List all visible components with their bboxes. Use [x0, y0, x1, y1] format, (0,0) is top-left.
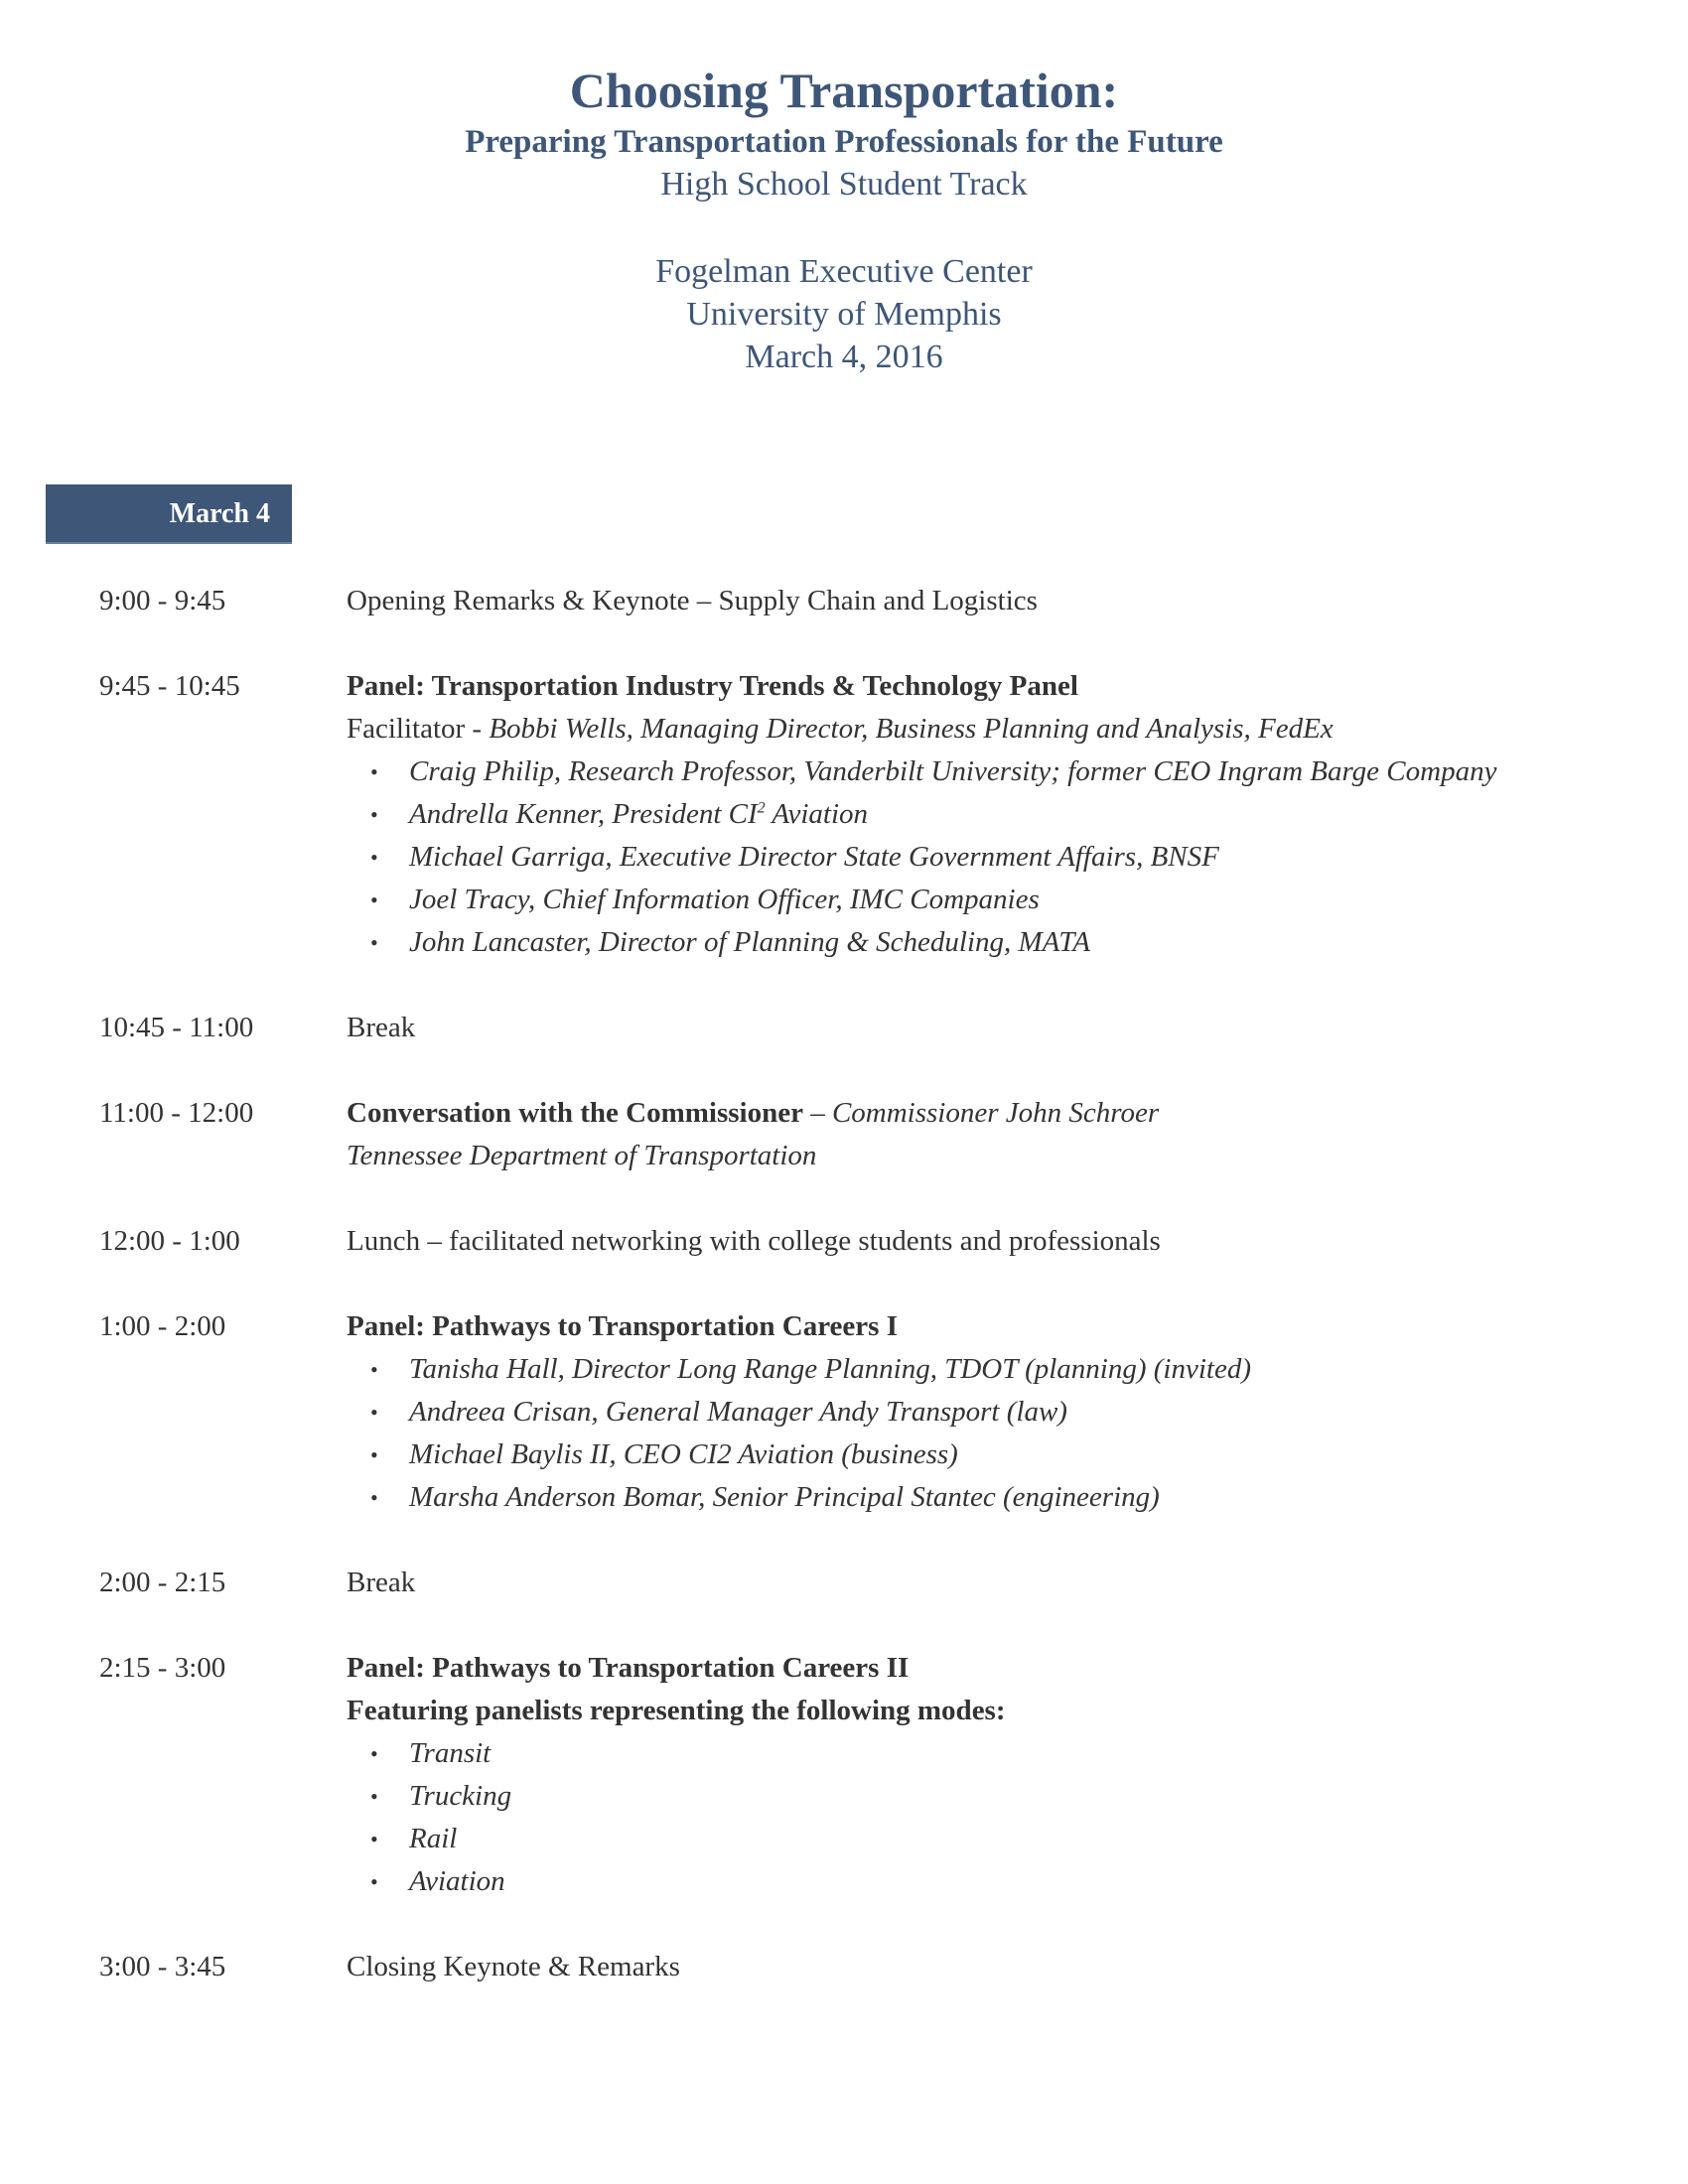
- venue-block: [0, 250, 1688, 378]
- bullet-icon: •: [370, 1869, 378, 1894]
- facilitator-line: [347, 708, 1637, 751]
- document-header: [0, 60, 1688, 378]
- document-title: Choosing Transportation:: [569, 63, 1119, 118]
- bullet-icon: •: [370, 1442, 378, 1467]
- session-content: [347, 1305, 1637, 1519]
- bullet-icon: •: [370, 930, 378, 955]
- schedule-row: [0, 1220, 1688, 1263]
- day-tab: March 4: [46, 484, 292, 544]
- schedule-row: [0, 1647, 1688, 1903]
- university-name: University of Memphis: [686, 296, 1002, 333]
- schedule-list: [0, 580, 1688, 2031]
- event-date: March 4, 2016: [745, 339, 943, 375]
- session-text: Break: [347, 1012, 416, 1043]
- superscript: 2: [757, 799, 766, 817]
- session-content: [347, 665, 1637, 964]
- bullet-icon: •: [370, 1357, 378, 1382]
- session-title: Conversation with the Commissioner: [347, 1097, 803, 1129]
- list-item: • Andreea Crisan, General Manager Andy Transport (law): [347, 1391, 1637, 1433]
- track-name: High School Student Track: [660, 166, 1028, 203]
- bullet-icon: •: [370, 759, 378, 784]
- panelist-list: [347, 1348, 1637, 1519]
- bullet-icon: •: [370, 1784, 378, 1809]
- session-text: Closing Keynote & Remarks: [347, 1951, 680, 1982]
- schedule-row: [0, 1007, 1688, 1049]
- bullet-icon: •: [370, 1400, 378, 1425]
- time-slot: 12:00 - 1:00: [99, 1225, 240, 1257]
- modes-list: [347, 1732, 1637, 1903]
- bullet-icon: •: [370, 845, 378, 870]
- schedule-row: [0, 665, 1688, 964]
- list-item: • Marsha Anderson Bomar, Senior Principal Stantec (engineering): [347, 1476, 1637, 1519]
- list-item: • John Lancaster, Director of Planning & Scheduling, MATA: [347, 921, 1637, 964]
- list-item: • Joel Tracy, Chief Information Officer, IMC Companies: [347, 879, 1637, 921]
- list-item: • Rail: [347, 1818, 1637, 1860]
- bullet-icon: •: [370, 1485, 378, 1510]
- bullet-icon: •: [370, 1741, 378, 1766]
- panelist-list: [347, 751, 1637, 964]
- time-slot: 11:00 - 12:00: [99, 1097, 254, 1129]
- session-text: Opening Remarks & Keynote – Supply Chain and Logistics: [347, 585, 1038, 616]
- facilitator-name: Bobbi Wells, Managing Director, Business Planning and Analysis, FedEx: [489, 713, 1334, 745]
- list-item: • Tanisha Hall, Director Long Range Planning, TDOT (planning) (invited): [347, 1348, 1637, 1391]
- session-title: Panel: Pathways to Transportation Careers I: [347, 1310, 898, 1342]
- schedule-row: [0, 1946, 1688, 1988]
- speaker-org: Tennessee Department of Transportation: [347, 1140, 817, 1171]
- schedule-row: [0, 1562, 1688, 1604]
- time-slot: 3:00 - 3:45: [99, 1951, 226, 1982]
- list-item: • Craig Philip, Research Professor, Vanderbilt University; former CEO Ingram Barge Company: [347, 751, 1637, 793]
- session-title: Panel: Transportation Industry Trends & Technology Panel: [347, 670, 1078, 702]
- time-slot: 9:45 - 10:45: [99, 670, 240, 702]
- session-text: Lunch – facilitated networking with college students and professionals: [347, 1225, 1161, 1257]
- venue-name: Fogelman Executive Center: [655, 253, 1033, 290]
- list-item: • Michael Garriga, Executive Director State Government Affairs, BNSF: [347, 836, 1637, 879]
- document-subtitle: Preparing Transportation Professionals for the Future: [465, 124, 1223, 160]
- session-subtitle: Featuring panelists representing the following modes:: [347, 1695, 1006, 1726]
- list-item: • Transit: [347, 1732, 1637, 1775]
- session-content: [347, 1092, 1637, 1177]
- list-item: • Trucking: [347, 1775, 1637, 1818]
- session-text: Break: [347, 1567, 416, 1598]
- bullet-icon: •: [370, 887, 378, 912]
- list-item: • Aviation: [347, 1860, 1637, 1903]
- schedule-row: [0, 580, 1688, 622]
- speaker-name: Commissioner John Schroer: [831, 1097, 1160, 1129]
- session-content: [347, 1647, 1637, 1903]
- time-slot: 1:00 - 2:00: [99, 1310, 226, 1342]
- time-slot: 2:15 - 3:00: [99, 1652, 226, 1684]
- facilitator-label: Facilitator -: [347, 713, 490, 745]
- list-item: • Michael Baylis II, CEO CI2 Aviation (business): [347, 1433, 1637, 1476]
- bullet-icon: •: [370, 802, 378, 827]
- schedule-row: [0, 1092, 1688, 1177]
- schedule-row: [0, 1305, 1688, 1519]
- time-slot: 9:00 - 9:45: [99, 585, 226, 616]
- session-title: Panel: Pathways to Transportation Careers II: [347, 1652, 910, 1684]
- session-title-line: Conversation with the Commissioner – Commissioner John Schroer: [347, 1097, 1160, 1129]
- bullet-icon: •: [370, 1827, 378, 1851]
- time-slot: 10:45 - 11:00: [99, 1012, 254, 1043]
- list-item: • Andrella Kenner, President $CI^2$ Aviation: [347, 793, 1637, 836]
- time-slot: 2:00 - 2:15: [99, 1567, 226, 1598]
